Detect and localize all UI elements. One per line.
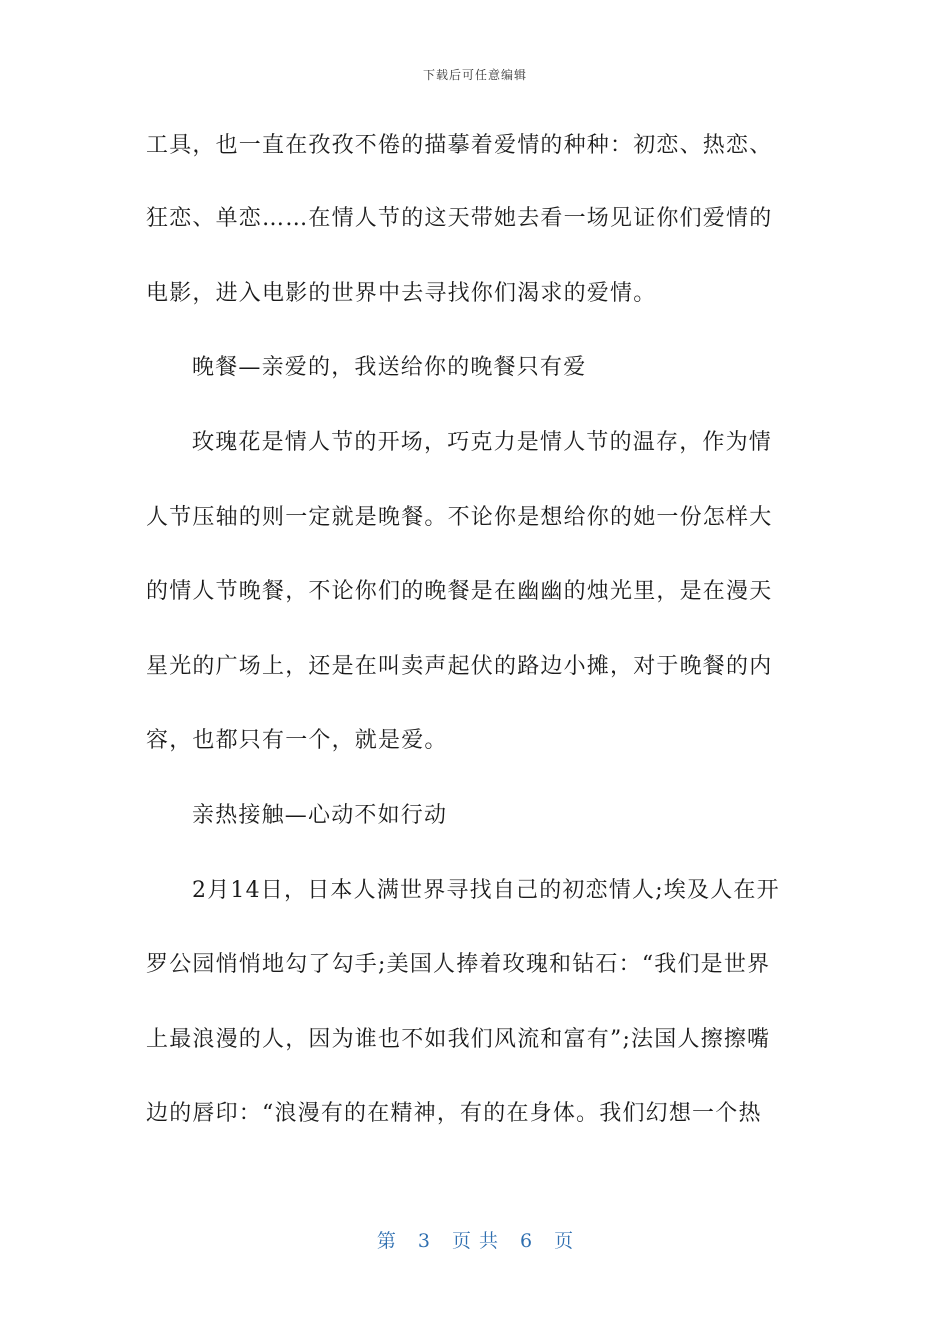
body-line-11: 2月14日，日本人满世界寻找自己的初恋情人;埃及人在开 [192, 878, 780, 903]
header-note: 下载后可任意编辑 [422, 68, 527, 82]
footer-suffix: 页 [554, 1230, 574, 1252]
body-line-14: 边的唇印：“浪漫有的在精神，有的在身体。我们幻想一个热 [146, 1101, 762, 1126]
body-line-2: 狂恋、单恋……在情人节的这天带她去看一场见证你们爱情的 [146, 206, 773, 231]
body-line-6: 人节压轴的则一定就是晚餐。不论你是想给你的她一份怎样大 [146, 505, 773, 530]
body-line-9: 容，也都只有一个，就是爱。 [146, 728, 448, 753]
page-footer [0, 1226, 950, 1253]
footer-prefix: 第 [376, 1230, 396, 1252]
body-line-3: 电影，进入电影的世界中去寻找你们渴求的爱情。 [146, 281, 657, 306]
body-line-8: 星光的广场上，还是在叫卖声起伏的路边小摊，对于晚餐的内 [146, 654, 773, 679]
section-heading-dinner: 晚餐—亲爱的，我送给你的晚餐只有爱 [192, 355, 587, 380]
body-line-7: 的情人节晚餐，不论你们的晚餐是在幽幽的烛光里，是在漫天 [146, 579, 773, 604]
footer-current-page: 3 [417, 1230, 430, 1252]
footer-middle: 页共 [451, 1230, 506, 1252]
body-line-13: 上最浪漫的人，因为谁也不如我们风流和富有”;法国人擦擦嘴 [146, 1027, 771, 1052]
body-line-1: 工具，也一直在孜孜不倦的描摹着爱情的种种：初恋、热恋、 [146, 133, 773, 158]
section-heading-contact: 亲热接触—心动不如行动 [192, 803, 448, 828]
body-line-12: 罗公园悄悄地勾了勾手;美国人捧着玫瑰和钻石：“我们是世界 [146, 952, 771, 977]
body-line-5: 玫瑰花是情人节的开场，巧克力是情人节的温存，作为情 [192, 430, 773, 455]
footer-total-pages: 6 [520, 1230, 533, 1252]
